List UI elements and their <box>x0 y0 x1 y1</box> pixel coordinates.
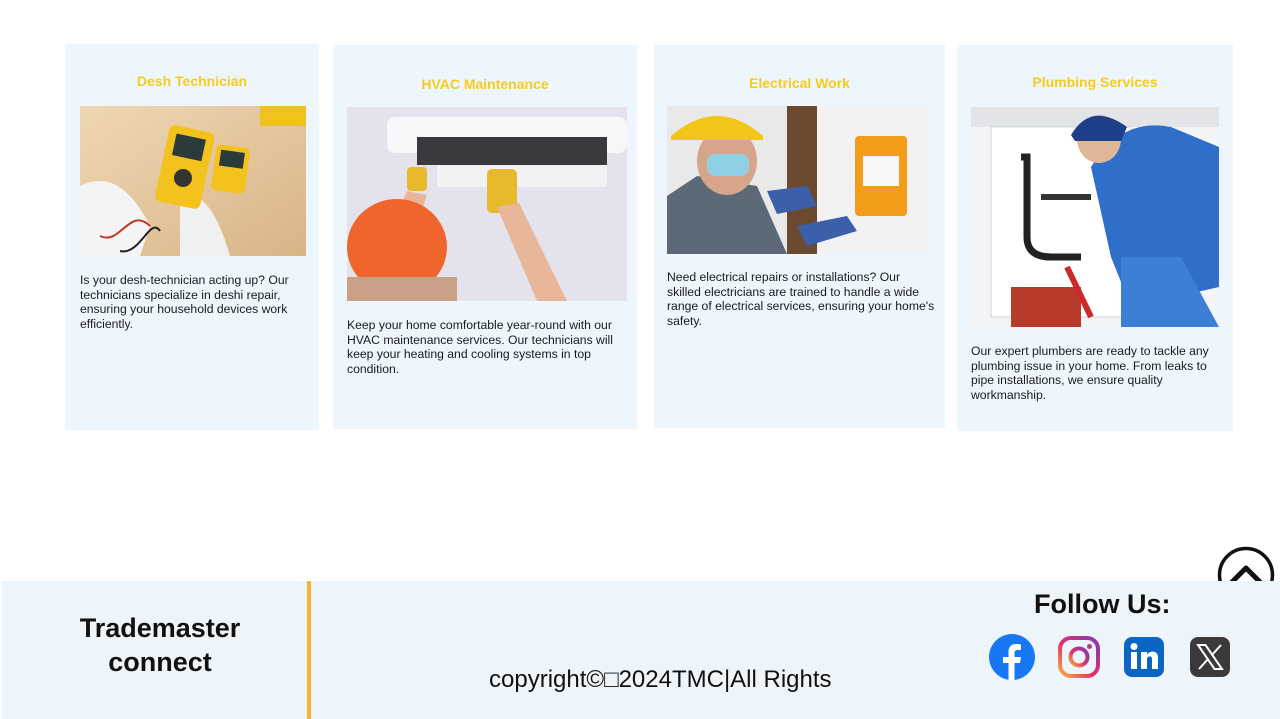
brand-line-2: connect <box>108 647 212 677</box>
linkedin-icon[interactable] <box>1120 633 1168 681</box>
instagram-icon[interactable] <box>1055 633 1103 681</box>
brand-line-1: Trademaster <box>79 613 241 643</box>
ac-technician-image <box>347 107 627 301</box>
card-description: Our expert plumbers are ready to tackle any plumbing issue in your home. From leaks to pipe installations, we ensure quality workmanship. <box>971 344 1209 402</box>
electrician-image <box>667 106 930 254</box>
x-icon[interactable] <box>1186 633 1234 681</box>
follow-us-label: Follow Us: <box>1034 589 1171 619</box>
footer <box>2 581 1280 719</box>
card-title: HVAC Maintenance <box>421 76 549 92</box>
card-title: Desh Technician <box>136 73 248 89</box>
service-card-electrical <box>654 45 945 428</box>
service-card-hvac <box>333 45 637 429</box>
card-description: Is your desh-technician acting up? Our technicians specialize in deshi repair, ensuring your household devices work efficiently. <box>80 273 289 331</box>
copyright-text: copyright©□2024TMC|All Rights <box>489 666 832 693</box>
service-card-desh-technician <box>65 44 319 430</box>
facebook-icon[interactable] <box>988 633 1036 681</box>
card-title: Plumbing Services <box>1032 74 1158 90</box>
service-card-plumbing <box>957 45 1233 431</box>
brand-name <box>42 611 278 679</box>
plumber-image <box>971 107 1219 327</box>
multimeter-image <box>80 106 306 256</box>
card-description: Need electrical repairs or installations? Our skilled electricians are trained to handle a wide range of electrical services, ensuring your home's safety. <box>667 270 935 328</box>
card-title: Electrical Work <box>749 75 850 91</box>
card-description: Keep your home comfortable year-round with our HVAC maintenance services. Our technicians will keep your heating and cooling systems in top condition. <box>347 318 613 376</box>
footer-divider <box>307 581 311 719</box>
